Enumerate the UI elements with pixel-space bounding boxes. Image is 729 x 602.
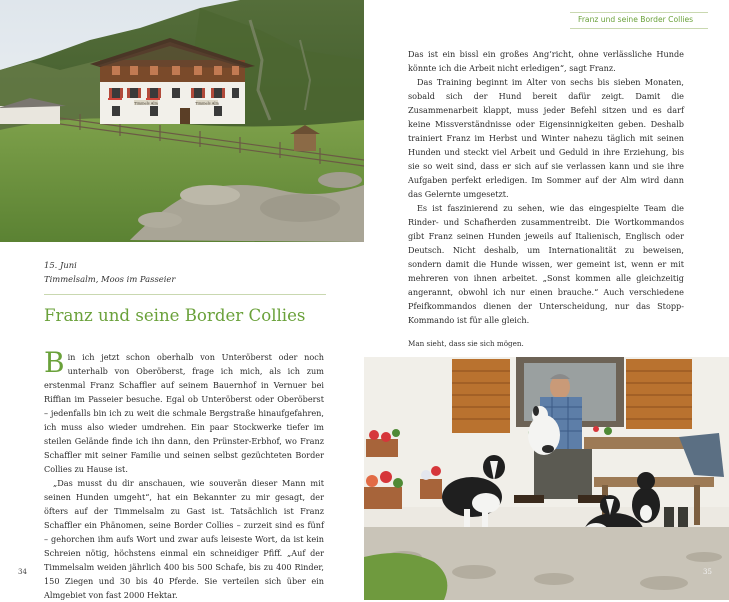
right-paragraph-3: Es ist faszinierend zu sehen, wie das eingespielte Team die Rinder- und Schafherden zusammentreibt. Die Wortkommandos gibt Franz seinen Hunden jeweils auf Italienisch, Englisch oder Deutsch. Nicht deshalb, um Internationalität zu beweisen, sondern damit die Hunde wissen, wer gemeint ist, wenn er mit mehreren von ihnen arbeitet. „Sonst kommen alle gleichzeitig angerannt, obwohl ich nur einen brauche.“ Auch verschiedene Pfeifkommandos dienen der Unterscheidung, nur das Stopp-Kommando ist für alle gleich. (408, 203, 684, 325)
drop-cap: B (44, 346, 65, 379)
left-page (0, 0, 364, 600)
hut-sign-right: Timmels Alm (195, 101, 219, 106)
photo-caption: Man sieht, dass sie sich mögen. (408, 339, 524, 348)
left-paragraph-1 (44, 346, 324, 476)
farmer-with-dogs-photo (364, 357, 729, 600)
section-divider (44, 294, 326, 295)
alpine-hut-photo (0, 0, 364, 242)
running-head: Franz und seine Border Collies (570, 12, 708, 29)
hut-sign-left: Timmels Alm (134, 101, 158, 106)
chapter-title: Franz und seine Border Collies (44, 306, 306, 325)
photo-caption-date: 15. Juni (44, 260, 77, 270)
right-paragraph-2: Das Training beginnt im Alter von sechs bis sieben Monaten, sobald sich der Hund bereit dafür zeigt. Damit die Zusammenarbeit klappt, muss jeder Befehl sitzen und es darf keine Missverständnisse oder Eigensinnigkeiten geben. Deshalb trainiert Franz im Herbst und Winter nahezu täglich mit seinen Hunden und steckt viel Arbeit und Geduld in ihre Erziehung, bis sie so weit sind, dass er sich auf sie verlassen kann und sie ihre Aufgaben perfekt erledigen. Im Sommer auf der Alm wird dann das Gelernte umgesetzt. (408, 77, 684, 199)
left-paragraph-2: „Das musst du dir anschauen, wie souverän dieser Mann mit seinen Hunden umgeht“, hat ein Bekannter zu mir gesagt, der öfters auf der Timmelsalm zu Gast ist. Tatsächlich ist Franz Schaffler ein Phänomen, seine Border Collies – zurzeit sind es fünf – gehorchen ihm aufs Wort und zwar aufs leiseste Wort, da ist kein Schreien nötig, höchstens einmal ein schneidiger Pfiff. „Auf der Timmelsalm weiden jährlich 400 bis 500 Schafe, bis zu 400 Rinder, 150 Ziegen und 30 bis 40 Pferde. Sie verteilen sich über ein Almgebiet von fast 2000 Hektar. (44, 478, 324, 600)
photo-caption-place: Timmelsalm, Moos im Passeier (44, 274, 176, 284)
page-number-left: 34 (18, 568, 27, 576)
right-paragraph-1: Das ist ein bissl ein großes Ang’richt, ohne verlässliche Hunde könnte ich die Arbeit nicht erledigen“, sagt Franz. (408, 49, 684, 73)
left-paragraph-1-text: in ich jetzt schon oberhalb von Unteröberst oder noch unterhalb von Oberöberst, frage ich mich, als ich zum erstenmal Franz Schaffler auf seinem Bauernhof in Vernuer bei Riffian im Passeier besuche. Egal ob Unteröberst oder Oberöberst – jedenfalls bin ich zu weit die schmale Bergstraße hinaufgefahren, ich muss also wieder umdrehen. Ein paar Stockwerke tiefer im steilen Gelände finde ich ihn dann, den Prünster-Erbhof, wo Franz Schaffler mit seiner Familie und seinen selbst gezüchteten Border Collies zu Hause ist. (44, 352, 324, 474)
left-body-text (44, 346, 324, 602)
page-number-right: 35 (703, 568, 712, 576)
right-body-text (408, 47, 684, 327)
